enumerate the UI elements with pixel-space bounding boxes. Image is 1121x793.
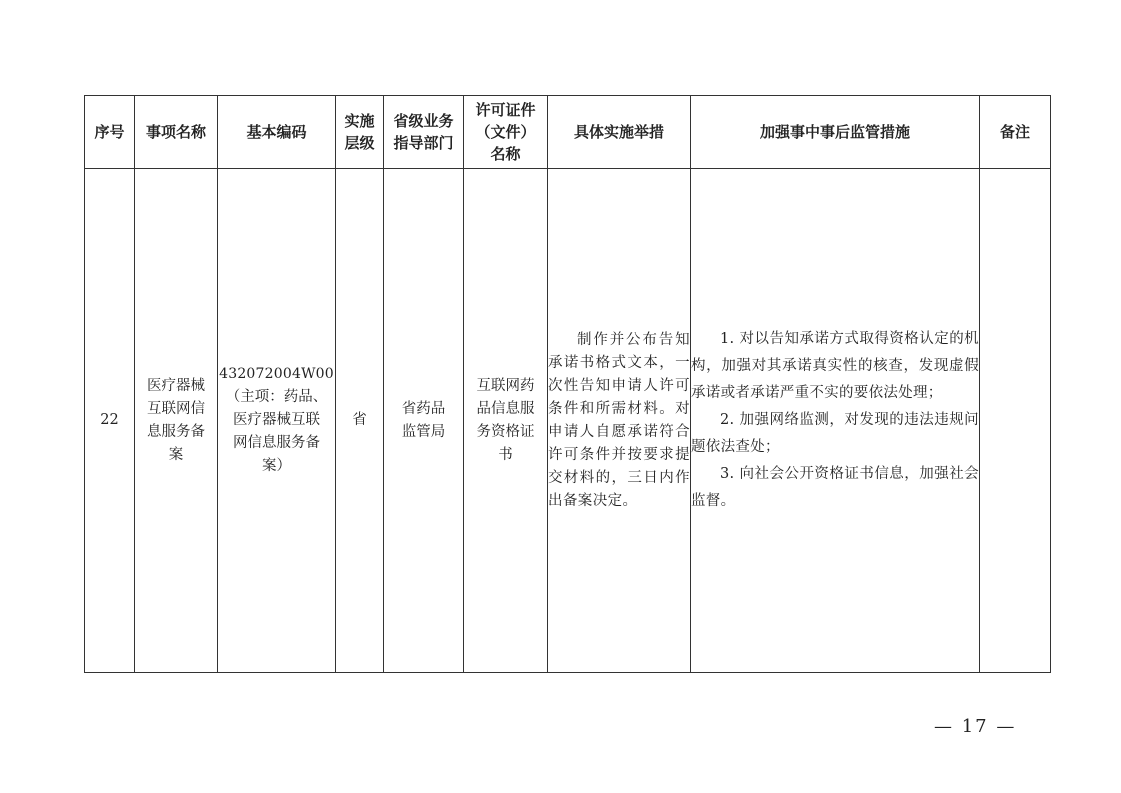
header-impl-measures: 具体实施举措: [548, 96, 691, 169]
cell-dept: 省药品 监管局: [384, 169, 464, 673]
supervision-item: 3. 向社会公开资格证书信息，加强社会监督。: [691, 466, 979, 509]
header-impl-level: 实施 层级: [336, 96, 384, 169]
header-base-code: 基本编码: [218, 96, 336, 169]
cell-license: 互联网药 品信息服 务资格证 书: [464, 169, 548, 673]
header-dept: 省级业务 指导部门: [384, 96, 464, 169]
header-item-name: 事项名称: [135, 96, 218, 169]
page-number: — 17 —: [934, 716, 1017, 737]
cell-base-code: [218, 169, 336, 673]
cell-impl-measures: 制作并公布告知承诺书格式文本，一次性告知申请人许可条件和所需材料。对申请人自愿承诺符合许可条件并按要求提交材料的，三日内作出备案决定。: [548, 169, 691, 673]
header-supervision: 加强事中事后监管措施: [691, 96, 980, 169]
table-row: [85, 169, 1051, 673]
cell-supervision: [691, 169, 980, 673]
supervision-item: 2. 加强网络监测，对发现的违法违规问题依法查处；: [691, 412, 979, 455]
base-code-note: （主项：药品、 医疗器械互联 网信息服务备 案）: [225, 389, 328, 474]
cell-remarks: [980, 169, 1051, 673]
items-table: [84, 95, 1051, 673]
supervision-item: 1. 对以告知承诺方式取得资格认定的机构，加强对其承诺真实性的核查，发现虚假承诺或者承诺严重不实的要依法处理；: [691, 331, 979, 401]
header-license: 许可证件 （文件） 名称: [464, 96, 548, 169]
cell-item-name: 医疗器械 互联网信 息服务备 案: [135, 169, 218, 673]
cell-seq: 22: [85, 169, 135, 673]
table-header-row: [85, 96, 1051, 169]
base-code-value: 432072004W00: [219, 366, 334, 382]
header-seq: 序号: [85, 96, 135, 169]
header-remarks: 备注: [980, 96, 1051, 169]
cell-impl-level: 省: [336, 169, 384, 673]
